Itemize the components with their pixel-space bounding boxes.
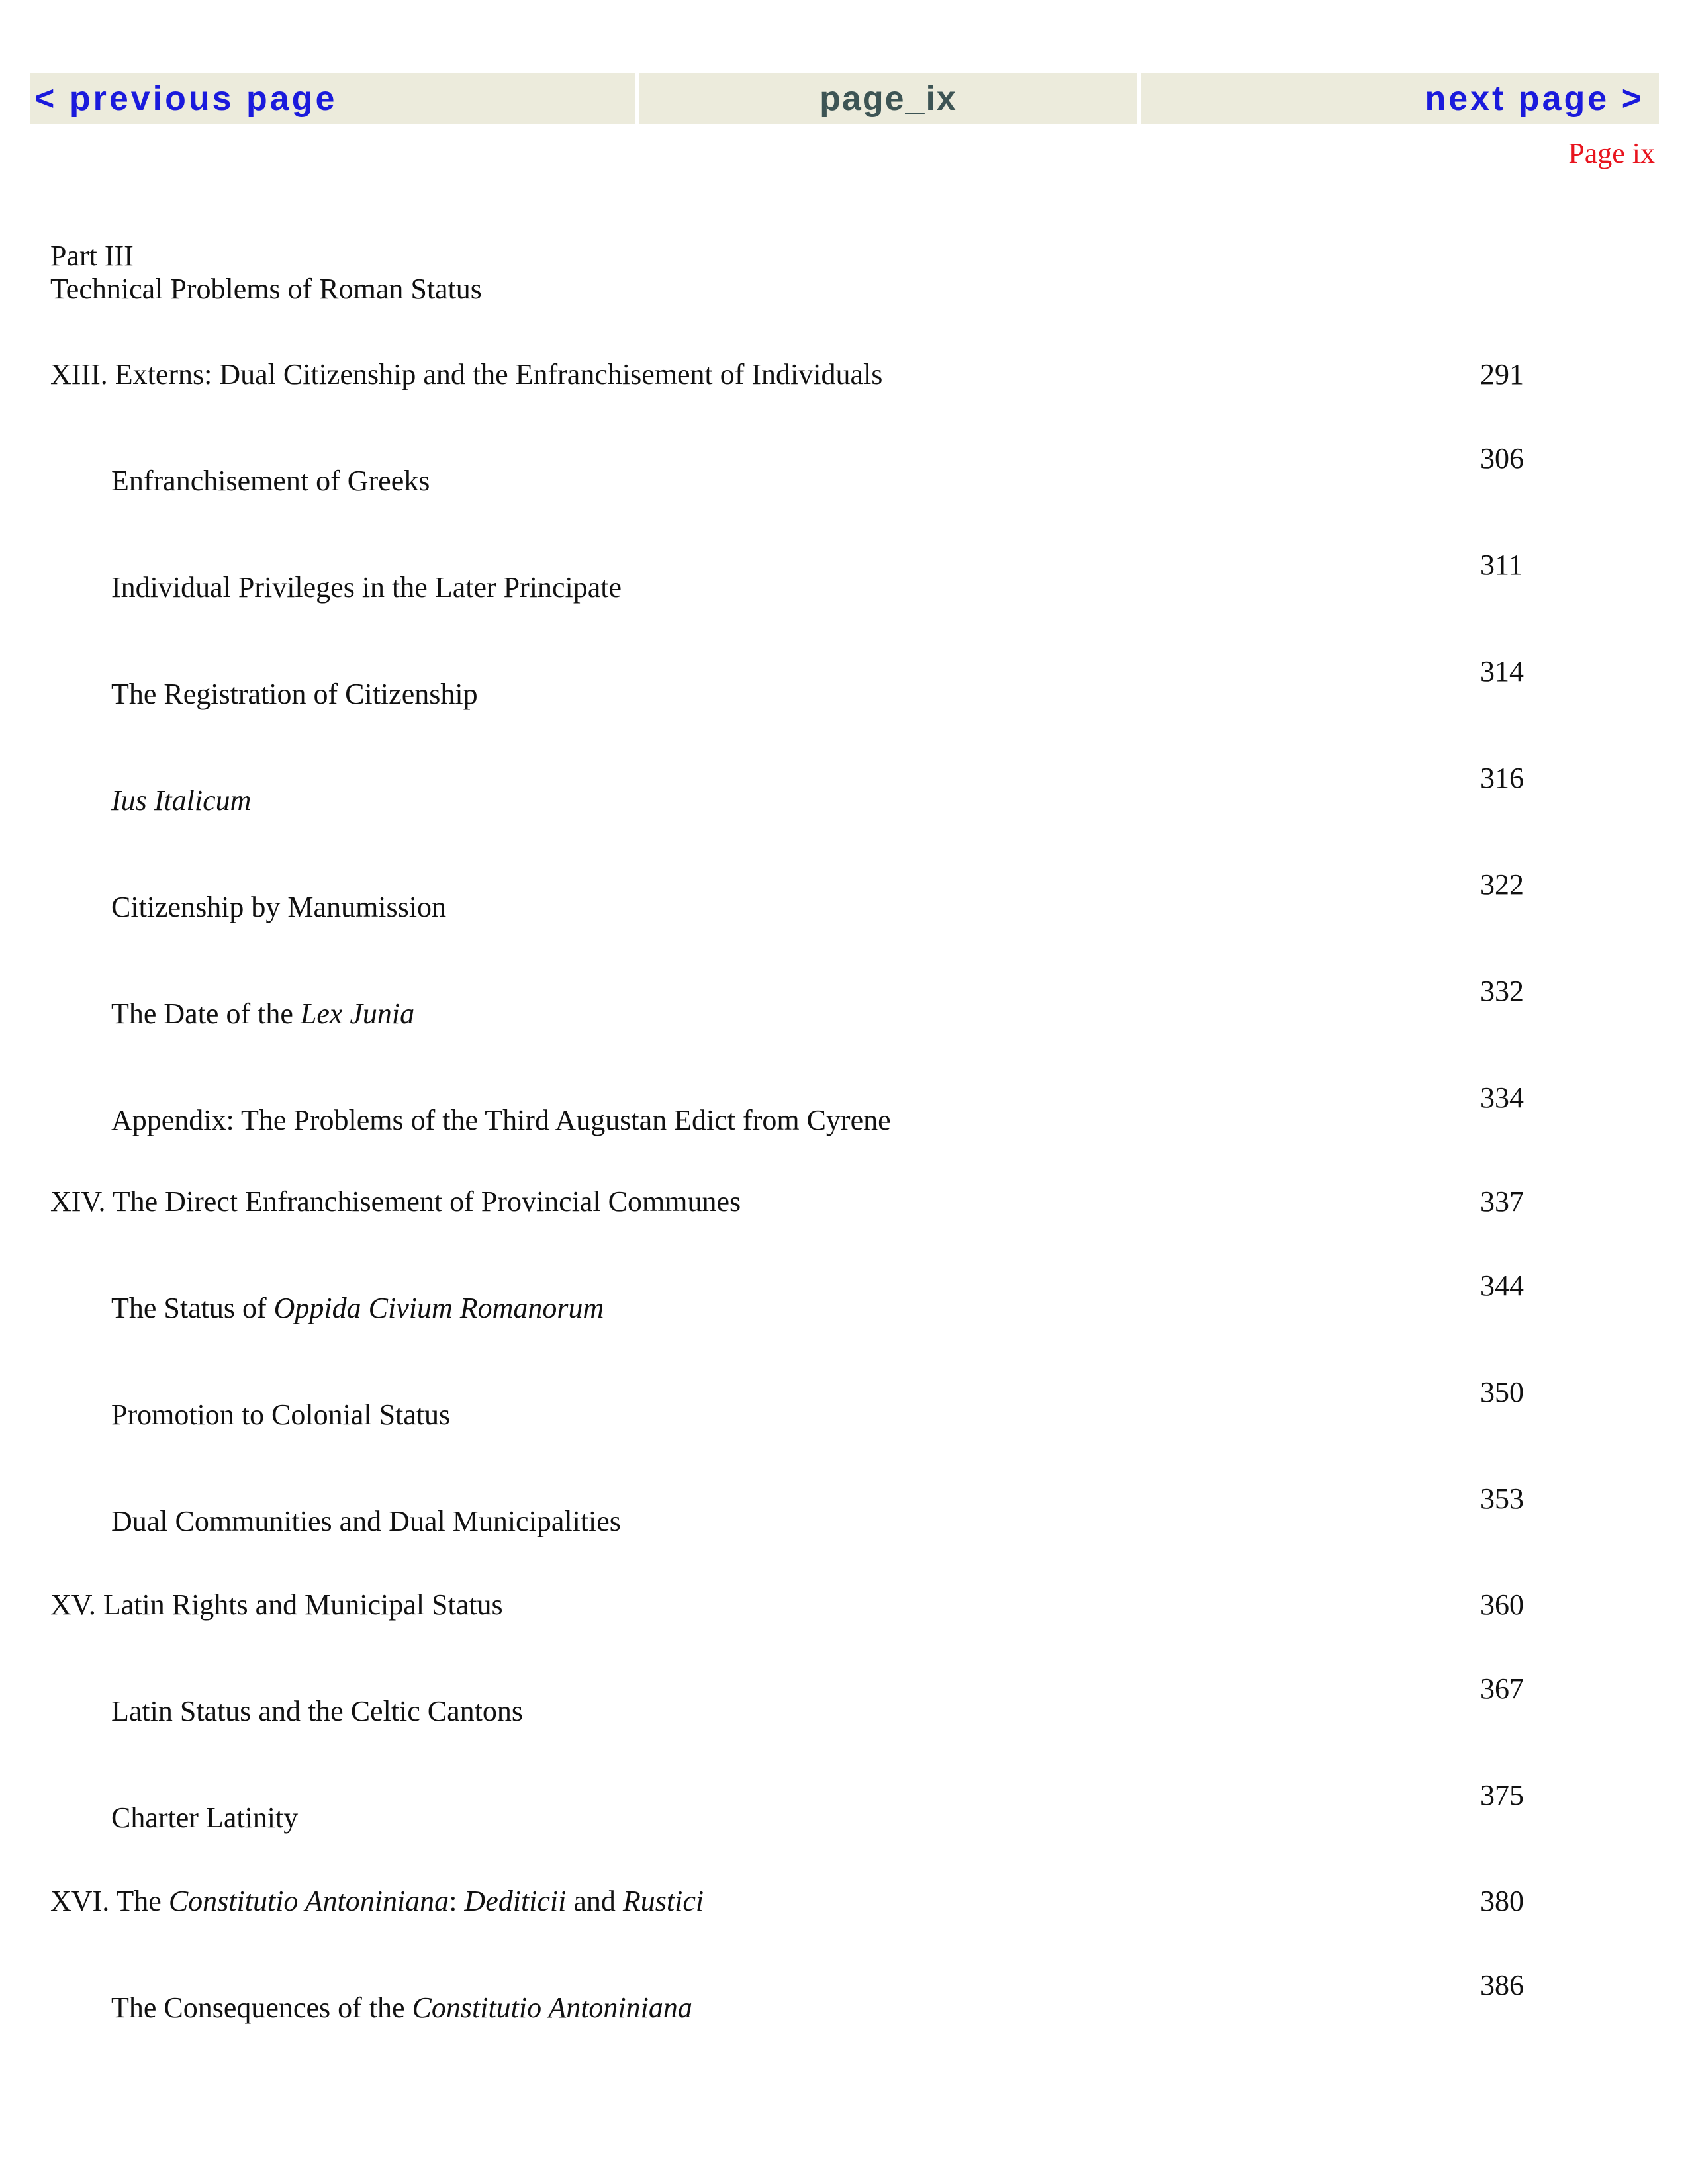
toc-entry-page-number: 311: [1480, 549, 1523, 581]
toc-entry-page-number: 337: [1480, 1185, 1524, 1218]
toc-entry-page-number: 332: [1480, 975, 1524, 1007]
toc-chapter-entry: [0, 1883, 1688, 1923]
toc-title-segment: Appendix: The Problems of the Third Augustan Edict from Cyrene: [111, 1104, 891, 1136]
toc-chapter-entry: [0, 1586, 1688, 1626]
toc-entry-title: [111, 569, 622, 606]
toc-title-segment: Latin Status and the Celtic Cantons: [111, 1695, 524, 1727]
toc-title-segment: :: [449, 1885, 465, 1917]
toc-title-segment: Enfranchisement of Greeks: [111, 465, 430, 497]
toc-title-segment: Dual Communities and Dual Municipalities: [111, 1505, 621, 1537]
toc-entry-page-number: 353: [1480, 1482, 1524, 1515]
toc-entry-title: [111, 995, 414, 1032]
toc-title-segment: XVI. The: [50, 1885, 169, 1917]
toc-title-segment: The Date of the: [111, 997, 301, 1030]
toc-entry-page-number: 314: [1480, 655, 1524, 688]
toc-entry-title: [111, 1989, 692, 2026]
toc-section-entry: [0, 1969, 1688, 2029]
toc-entry-title: [111, 676, 478, 713]
toc-entry-title: [50, 1183, 741, 1220]
next-page-link[interactable]: next page >: [1141, 73, 1659, 124]
toc-section-entry: [0, 1672, 1688, 1733]
toc-title-segment: The Consequences of the: [111, 1991, 412, 2024]
toc-section-entry: [0, 975, 1688, 1035]
toc-title-italic-segment: Constitutio Antoniniana: [168, 1885, 449, 1917]
toc-section-entry: [0, 868, 1688, 929]
toc-entry-title: [50, 1586, 503, 1623]
toc-entry-title: [111, 1290, 604, 1327]
toc-title-italic-segment: Rustici: [622, 1885, 704, 1917]
toc-entry-title: [111, 889, 446, 926]
toc-entry-page-number: 291: [1480, 358, 1524, 390]
toc-entry-page-number: 322: [1480, 868, 1524, 901]
toc-title-segment: Charter Latinity: [111, 1801, 299, 1834]
toc-section-entry: [0, 655, 1688, 715]
toc-title-segment: XIII. Externs: Dual Citizenship and the Enfranchisement of Individuals: [50, 358, 883, 390]
toc-section-entry: [0, 549, 1688, 609]
toc-entry-page-number: 360: [1480, 1588, 1524, 1621]
toc-chapter-entry: [0, 1183, 1688, 1223]
toc-section-entry: [0, 1081, 1688, 1142]
toc-title-italic-segment: Constitutio Antoniniana: [412, 1991, 692, 2024]
toc-entry-title: [111, 1693, 523, 1730]
toc-title-segment: The Status of: [111, 1292, 274, 1324]
toc-chapter-entry: [0, 356, 1688, 396]
toc-entry-title: [50, 356, 882, 393]
toc-entry-title: [111, 1503, 621, 1540]
toc-title-segment: The Registration of Citizenship: [111, 678, 478, 710]
part-title: Technical Problems of Roman Status: [50, 273, 482, 305]
toc-entry-page-number: 380: [1480, 1885, 1524, 1917]
toc-entry-title: [111, 1102, 891, 1139]
toc-entry-page-number: 350: [1480, 1376, 1524, 1408]
toc-section-entry: [0, 1376, 1688, 1436]
toc-title-segment: Individual Privileges in the Later Principate: [111, 571, 622, 604]
toc-entry-page-number: 375: [1480, 1779, 1524, 1811]
toc-entry-page-number: 386: [1480, 1969, 1524, 2001]
toc-section-entry: [0, 1779, 1688, 1839]
toc-entry-page-number: 367: [1480, 1672, 1524, 1705]
toc-entry-page-number: 334: [1480, 1081, 1524, 1114]
toc-entry-title: [111, 782, 251, 819]
toc-title-segment: and: [566, 1885, 623, 1917]
page-number-label: Page ix: [1568, 137, 1655, 169]
part-number: Part III: [50, 240, 134, 272]
toc-section-entry: [0, 442, 1688, 502]
toc-title-italic-segment: Dediticii: [464, 1885, 567, 1917]
toc-title-segment: XIV. The Direct Enfranchisement of Provincial Communes: [50, 1185, 741, 1218]
toc-title-italic-segment: Lex Junia: [300, 997, 415, 1030]
toc-entry-title: [111, 1396, 450, 1433]
toc-title-italic-segment: Oppida Civium Romanorum: [273, 1292, 604, 1324]
toc-entry-title: [111, 463, 430, 500]
toc-entry-title: [50, 1883, 704, 1920]
toc-title-segment: Promotion to Colonial Status: [111, 1398, 451, 1431]
previous-page-link[interactable]: < previous page: [30, 73, 635, 124]
toc-entry-title: [111, 1799, 298, 1837]
toc-section-entry: [0, 1269, 1688, 1330]
current-page-id: page_ix: [639, 73, 1137, 124]
toc-title-italic-segment: Ius Italicum: [111, 784, 252, 817]
toc-title-segment: Citizenship by Manumission: [111, 891, 446, 923]
toc-section-entry: [0, 1482, 1688, 1543]
toc-entry-page-number: 306: [1480, 442, 1524, 475]
toc-entry-page-number: 316: [1480, 762, 1524, 794]
toc-entry-page-number: 344: [1480, 1269, 1524, 1302]
toc-section-entry: [0, 762, 1688, 822]
toc-title-segment: XV. Latin Rights and Municipal Status: [50, 1588, 503, 1621]
